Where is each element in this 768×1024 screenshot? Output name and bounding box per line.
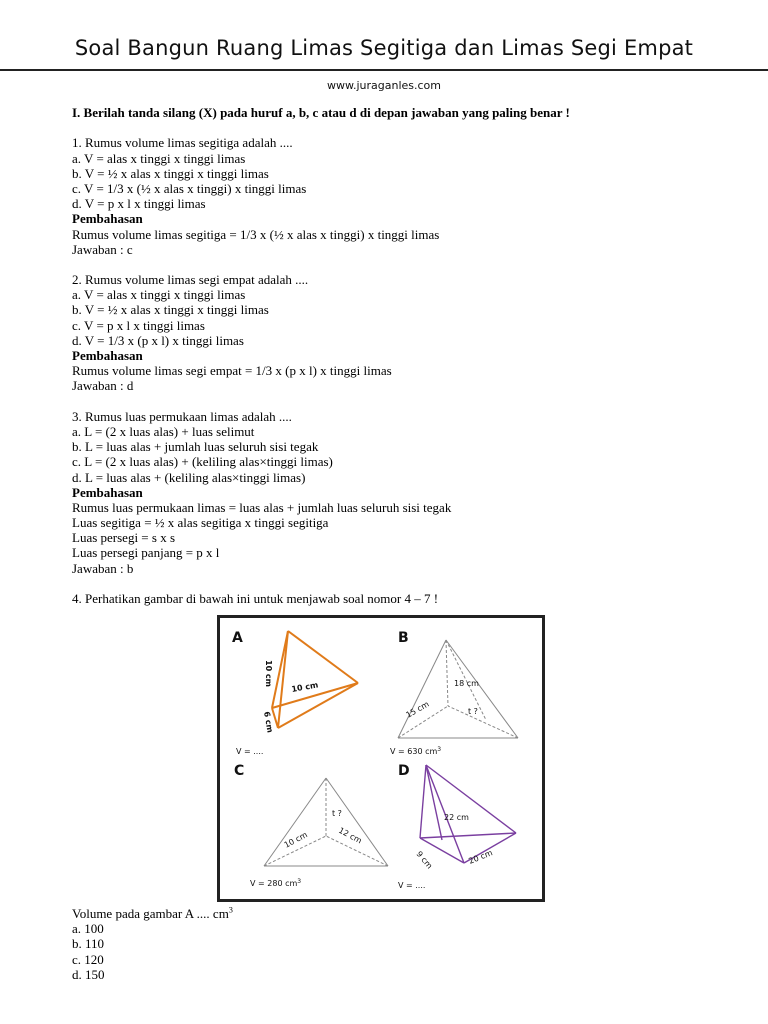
instruction: I. Berilah tanda silang (X) pada huruf a, b, c atau d di depan jawaban yang paling benar ! <box>72 105 570 120</box>
option-d: d. L = luas alas + (keliling alas×tinggi limas) <box>72 469 306 485</box>
discussion-line: Rumus volume limas segitiga = 1/3 x (½ x alas x tinggi) x tinggi limas <box>72 226 440 242</box>
b-volume: V = 630 $cm^3$ <box>390 746 442 756</box>
question-text: 1. Rumus volume limas segitiga adalah .... <box>72 135 293 151</box>
option-a: a. L = (2 x luas alas) + luas selimut <box>72 423 255 439</box>
figure-label-c: C <box>234 763 245 779</box>
c-volume: V = 280 $cm^3$ <box>250 878 302 888</box>
d-length-label: 20 cm <box>467 848 494 866</box>
option-c: c. 120 <box>72 951 104 967</box>
option-d: d. V = p x l x tinggi limas <box>72 196 206 212</box>
option-a: a. V = alas x tinggi x tinggi limas <box>72 287 246 303</box>
answer-line: Jawaban : d <box>72 378 134 394</box>
discussion-line: Luas persegi panjang = p x l <box>72 545 220 561</box>
website-url: www.juraganles.com <box>326 79 441 92</box>
b-height-label: 18 cm <box>454 679 479 688</box>
answer-line: Jawaban : c <box>72 241 133 257</box>
question-4-intro: 4. Perhatikan gambar di bawah ini untuk menjawab soal nomor 4 – 7 ! <box>72 591 439 606</box>
option-b: b. V = ½ x alas x tinggi x tinggi limas <box>72 302 269 318</box>
figure-label-a: A <box>232 630 243 646</box>
a-edge1-label: 10 cm <box>264 660 273 687</box>
option-b: b. 110 <box>72 936 105 952</box>
question-text: Volume pada gambar A .... $cm^3$ <box>72 905 233 921</box>
b-unknown-label: t ? <box>468 707 478 716</box>
question-3 <box>72 409 752 576</box>
d-height-label: 22 cm <box>444 813 469 822</box>
question-1 <box>72 135 752 257</box>
b-base-label: 15 cm <box>404 699 431 720</box>
c-unknown-label: t ? <box>332 809 342 818</box>
discussion-heading: Pembahasan <box>72 211 143 227</box>
option-c: c. V = p x l x tinggi limas <box>72 317 205 333</box>
question-text: 3. Rumus luas permukaan limas adalah .... <box>72 408 292 424</box>
figure-label-b: B <box>398 630 409 646</box>
option-a: a. 100 <box>72 921 104 937</box>
option-d: d. 150 <box>72 966 105 982</box>
d-volume: V = .... <box>398 881 426 890</box>
pyramid-c <box>264 778 388 866</box>
title-divider <box>0 69 768 71</box>
pyramid-diagrams <box>220 618 542 899</box>
c-base1-label: 10 cm <box>282 830 309 850</box>
page-title: Soal Bangun Ruang Limas Segitiga dan Limas Segi Empat <box>74 36 694 60</box>
discussion-line: Luas persegi = s x s <box>72 530 176 546</box>
option-c: c. L = (2 x luas alas) + (keliling alas×tinggi limas) <box>72 454 333 470</box>
option-d: d. V = 1/3 x (p x l) x tinggi limas <box>72 332 244 348</box>
question-2 <box>72 272 752 394</box>
discussion-line: Rumus luas permukaan limas = luas alas + jumlah luas seluruh sisi tegak <box>72 499 452 515</box>
option-b: b. L = luas alas + jumlah luas seluruh sisi tegak <box>72 439 319 455</box>
option-a: a. V = alas x tinggi x tinggi limas <box>72 150 246 166</box>
discussion-line: Rumus volume limas segi empat = 1/3 x (p x l) x tinggi limas <box>72 363 392 379</box>
pyramid-figure <box>217 615 545 902</box>
discussion-heading: Pembahasan <box>72 484 143 500</box>
d-width-label: 9 cm <box>414 849 435 871</box>
a-volume: V = .... <box>236 747 264 756</box>
document-body <box>72 105 752 606</box>
option-c: c. V = 1/3 x (½ x alas x tinggi) x tinggi limas <box>72 180 307 196</box>
answer-line: Jawaban : b <box>72 560 134 576</box>
a-edge2-label: 10 cm <box>290 680 319 694</box>
c-base2-label: 12 cm <box>337 825 364 846</box>
discussion-heading: Pembahasan <box>72 348 143 363</box>
a-edge3-label: 6 cm <box>262 710 275 734</box>
question-text: 2. Rumus volume limas segi empat adalah .... <box>72 272 309 288</box>
figure-label-d: D <box>398 763 410 779</box>
discussion-line: Luas segitiga = ½ x alas segitiga x tinggi segitiga <box>72 515 329 531</box>
question-4 <box>72 906 752 982</box>
pyramid-a <box>272 631 358 728</box>
pyramid-b <box>398 640 518 738</box>
option-b: b. V = ½ x alas x tinggi x tinggi limas <box>72 165 269 181</box>
